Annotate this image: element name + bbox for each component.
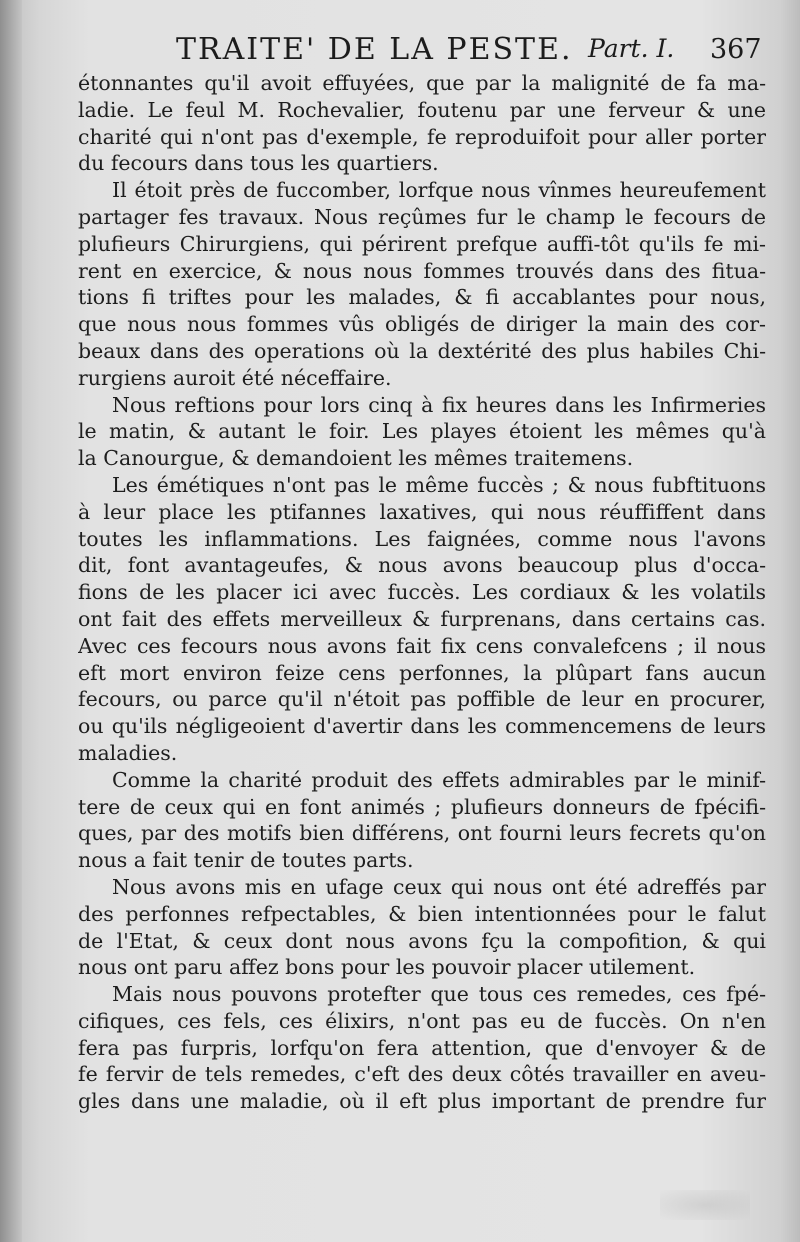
paragraph [78, 472, 766, 767]
text-line: Comme la charité produit des effets admirables par le minif- [112, 767, 766, 792]
text-line: ou qu'ils négligeoient d'avertir dans les commencemens de leurs [78, 714, 766, 739]
paragraph [78, 177, 766, 391]
text-line: fions de les placer ici avec fuccès. Les cordiaux & les volatils [78, 580, 766, 605]
page-number: 367 [710, 34, 762, 65]
text-line: nous ont paru affez bons pour les pouvoir placer utilement. [78, 955, 696, 980]
text-line: du fecours dans tous les quartiers. [78, 151, 439, 176]
text-line: Nous avons mis en ufage ceux qui nous ont été adreffés par [112, 874, 766, 899]
paragraph [78, 767, 766, 874]
text-line: nous a fait tenir de toutes parts. [78, 848, 414, 873]
text-line: tions fi triftes pour les malades, & fi accablantes pour nous, [78, 285, 766, 310]
text-line: de l'Etat, & ceux dont nous avons fçu la compofition, & qui [78, 928, 766, 953]
text-line: cifiques, ces fels, ces élixirs, n'ont pas eu de fuccès. On n'en [78, 1008, 766, 1033]
text-line: à leur place les ptifannes laxatives, qui nous réuffiffent dans [78, 499, 766, 524]
text-line: étonnantes qu'il avoit effuyées, que par la malignité de fa ma- [78, 71, 766, 95]
text-line: fera pas furpris, lorfqu'on fera attention, que d'envoyer & de [78, 1035, 766, 1060]
text-line: fecours, ou parce qu'il n'étoit pas poffible de leur en procurer, [78, 687, 766, 712]
text-line: plufieurs Chirurgiens, qui périrent prefque auffi-tôt qu'ils fe mi- [78, 231, 766, 256]
paragraph [78, 392, 766, 472]
text-line: la Canourgue, & demandoient les mêmes traitemens. [78, 446, 634, 471]
paper-stain [660, 1190, 750, 1220]
paragraph [78, 981, 766, 1115]
text-line: gles dans une maladie, où il eft plus important de prendre fur [78, 1089, 766, 1114]
text-line: beaux dans des operations où la dextérité des plus habiles Chi- [78, 338, 766, 363]
text-line: ont fait des effets merveilleux & furprenans, dans certains cas. [78, 606, 766, 631]
text-line: ques, par des motifs bien différens, ont fourni leurs fecrets qu'on [78, 821, 766, 846]
text-line: fe fervir de tels remedes, c'eft des deux côtés travailler en aveu- [78, 1062, 766, 1087]
text-line: le matin, & autant le foir. Les playes étoient les mêmes qu'à [78, 419, 766, 444]
body-text [78, 70, 766, 1115]
text-line: toutes les inflammations. Les faignées, comme nous l'avons [78, 526, 766, 551]
part-label: Part. I. [588, 34, 675, 63]
text-line: rurgiens auroit été néceffaire. [78, 365, 392, 390]
text-line: ladie. Le feul M. Rochevalier, foutenu par une ferveur & une [78, 97, 766, 122]
text-line: Les émétiques n'ont pas le même fuccès ; & nous fubftituons [112, 472, 766, 497]
text-line: des perfonnes refpectables, & bien intentionnées pour le falut [78, 901, 766, 926]
text-line: Mais nous pouvons protefter que tous ces remedes, ces fpé- [112, 982, 766, 1007]
text-line: charité qui n'ont pas d'exemple, fe reproduifoit pour aller porter [78, 124, 766, 149]
book-spine-shadow [0, 0, 22, 1242]
page-header [176, 32, 776, 72]
paragraph [78, 874, 766, 981]
text-line: tere de ceux qui en font animés ; plufieurs donneurs de fpécifi- [78, 794, 766, 819]
text-line: que nous nous fommes vûs obligés de diriger la main des cor- [78, 312, 766, 337]
text-line: partager fes travaux. Nous reçûmes fur le champ le fecours de [78, 204, 766, 229]
running-title: TRAITE' DE LA PESTE. [176, 32, 573, 67]
text-line: Avec ces fecours nous avons fait fix cens convalefcens ; il nous [78, 633, 766, 658]
text-line: rent en exercice, & nous nous fommes trouvés dans des fitua- [78, 258, 766, 283]
text-line: eft mort environ feize cens perfonnes, la plûpart fans aucun [78, 660, 766, 685]
text-line: Il étoit près de fuccomber, lorfque nous vînmes heureufement [112, 178, 766, 203]
text-line: maladies. [78, 740, 178, 765]
paragraph [78, 70, 766, 177]
text-line: Nous reftions pour lors cinq à fix heures dans les Infirmeries [112, 392, 766, 417]
text-line: dit, font avantageufes, & nous avons beaucoup plus d'occa- [78, 553, 766, 578]
